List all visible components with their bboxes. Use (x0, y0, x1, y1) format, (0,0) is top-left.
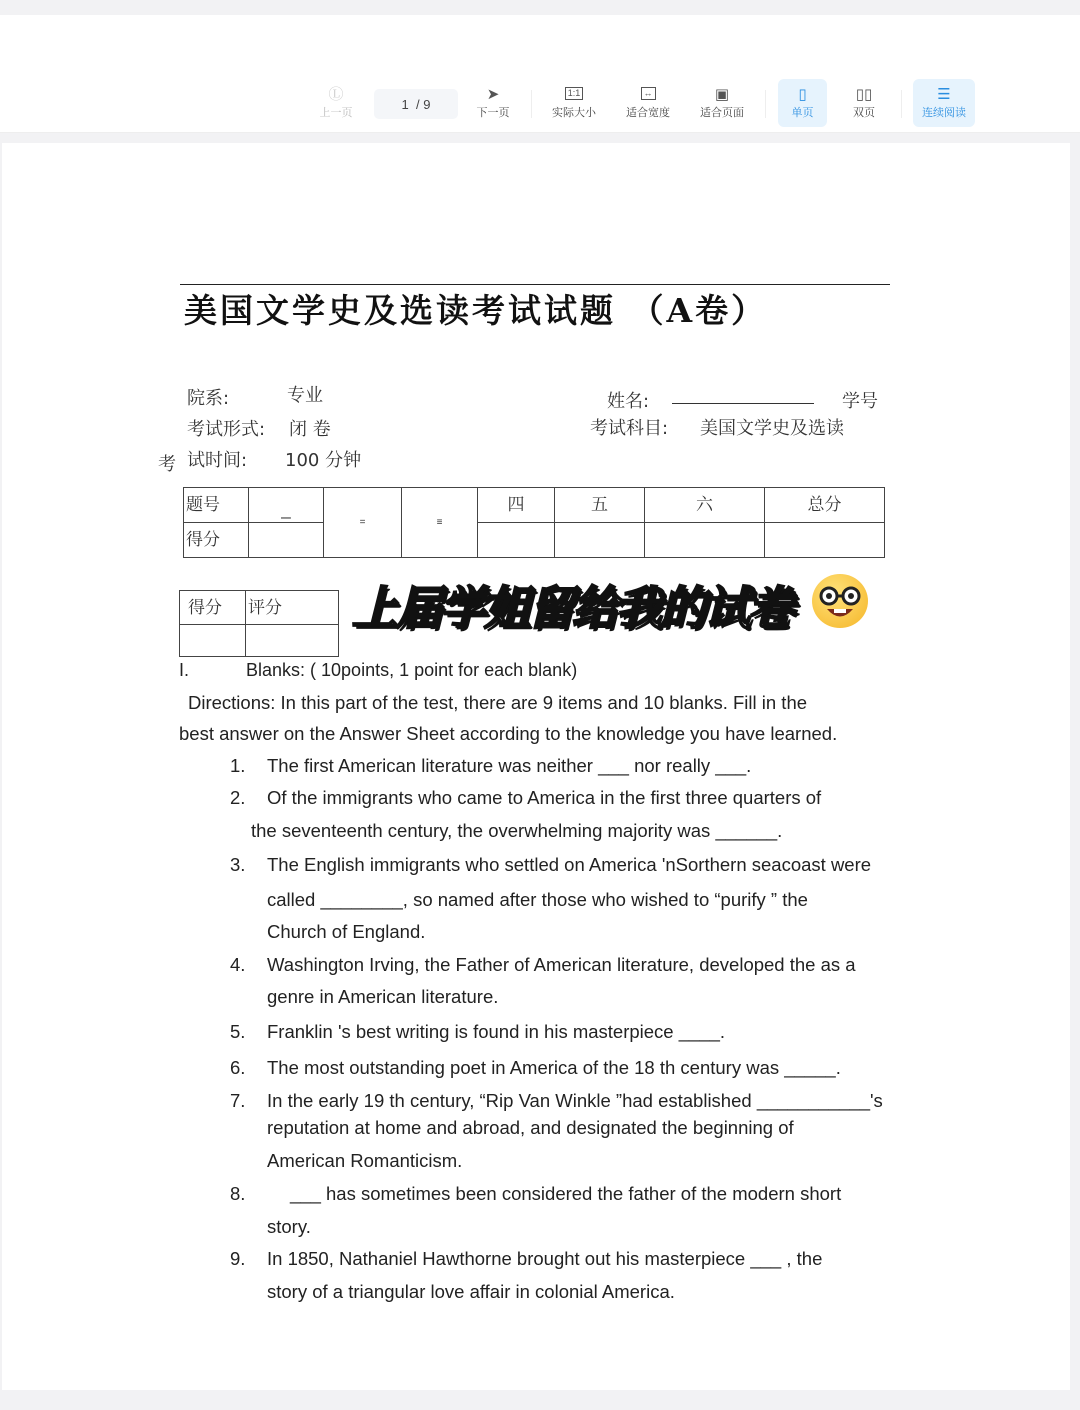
question-text: called ________, so named after those who wished to “purify ” the (267, 889, 808, 910)
question-text: story. (267, 1216, 311, 1237)
question-text: American Romanticism. (267, 1150, 463, 1171)
question-number: 5. (230, 1021, 246, 1042)
chevron-right-circle-icon: ➤ (486, 86, 500, 103)
time-value: 100 分钟 (285, 450, 362, 471)
cell: 五 (555, 488, 645, 523)
double-page-button[interactable]: ▯▯ 双页 (853, 86, 875, 119)
single-page-icon: ▯ (798, 86, 807, 103)
question-text: Franklin 's best writing is found in his masterpiece ____. (267, 1021, 726, 1042)
dept-label: 院系: (187, 388, 230, 409)
directions-line-2: best answer on the Answer Sheet according to the knowledge you have learned. (179, 723, 838, 744)
fit-width-icon: ↔ (641, 87, 656, 100)
section-number: I. (179, 660, 190, 680)
cell: 六 (645, 488, 765, 523)
question-number: 1. (230, 755, 246, 776)
name-label: 姓名: (607, 391, 650, 412)
subject-value: 美国文学史及选读 (700, 418, 844, 439)
next-page-button[interactable]: ➤ 下一页 (476, 86, 510, 119)
question-text: story of a triangular love affair in colonial America. (267, 1281, 675, 1302)
cell: = (324, 488, 402, 558)
cell: ≡ (402, 488, 478, 558)
cell: 题号 (184, 488, 249, 523)
continuous-reading-button[interactable]: ☰ 连续阅读 (913, 79, 975, 127)
cell: 四 (478, 488, 555, 523)
chevron-left-circle-icon: Ⓛ (328, 86, 344, 103)
student-id-label: 学号 (842, 391, 878, 412)
question-number: 7. (230, 1090, 246, 1111)
directions-line-1: Directions: In this part of the test, there are 9 items and 10 blanks. Fill in the (188, 692, 808, 713)
cell (249, 523, 324, 558)
cell: 总分 (765, 488, 885, 523)
score-table (183, 487, 885, 558)
question-number: 8. (230, 1183, 246, 1204)
cell (246, 625, 339, 657)
question-text: ___ has sometimes been considered the father of the modern short (290, 1183, 842, 1204)
question-number: 9. (230, 1248, 246, 1269)
section-score-table (179, 590, 339, 657)
question-number: 6. (230, 1057, 246, 1078)
cell: 得分 (180, 591, 246, 625)
fit-page-icon: ▣ (714, 86, 730, 103)
exam-title: 美国文学史及选读考试试题 （A卷） (180, 284, 890, 332)
question-text: Of the immigrants who came to America in the first three quarters of (267, 787, 822, 808)
question-text: reputation at home and abroad, and designated the beginning of (267, 1117, 794, 1138)
question-text: In the early 19 th century, “Rip Van Winkle ”had established ___________'s (267, 1090, 883, 1111)
cell (180, 625, 246, 657)
question-number: 3. (230, 854, 246, 875)
question-text: In 1850, Nathaniel Hawthorne brought out his masterpiece ___ , the (267, 1248, 823, 1269)
question-number: 4. (230, 954, 246, 975)
nerd-face-emoji-icon (812, 574, 868, 628)
section-title: Blanks: ( 10points, 1 point for each blank) (246, 660, 578, 680)
cell (478, 523, 555, 558)
exam-form-label: 考试形式: (187, 419, 266, 440)
time-prefix: 考 (158, 454, 176, 475)
cell: 评分 (246, 591, 339, 625)
question-text: The English immigrants who settled on America 'nSorthern seacoast were (267, 854, 872, 875)
question-text: The first American literature was neither ___ nor really ___. (267, 755, 752, 776)
actual-size-icon: 1:1 (565, 87, 584, 100)
prev-page-button[interactable]: Ⓛ 上一页 (319, 86, 353, 119)
question-text: Washington Irving, the Father of American literature, developed the as a (267, 954, 856, 975)
top-band (0, 15, 1080, 75)
cell: _ (249, 488, 324, 523)
cell (645, 523, 765, 558)
exam-form-value: 闭 卷 (289, 419, 331, 440)
major-label: 专业 (287, 385, 323, 406)
question-text: the seventeenth century, the overwhelming majority was ______. (251, 820, 783, 841)
fit-width-button[interactable]: ↔ 适合宽度 (626, 87, 670, 119)
continuous-icon: ☰ (937, 86, 951, 103)
double-page-icon: ▯▯ (855, 86, 873, 103)
overlay-caption: 上届学姐留给我的试卷 (352, 582, 792, 634)
cell: 得分 (184, 523, 249, 558)
time-label: 试时间: (187, 450, 248, 471)
question-number: 2. (230, 787, 246, 808)
actual-size-button[interactable]: 1:1 实际大小 (552, 87, 596, 119)
cell (765, 523, 885, 558)
fit-page-button[interactable]: ▣ 适合页面 (700, 86, 744, 119)
single-page-button[interactable]: ▯ 单页 (778, 79, 827, 127)
subject-label: 考试科目: (590, 418, 669, 439)
cell (555, 523, 645, 558)
page-number-input[interactable]: 1 / 9 (374, 89, 458, 119)
question-text: Church of England. (267, 921, 426, 942)
question-text: genre in American literature. (267, 986, 499, 1007)
name-blank (672, 403, 814, 404)
question-text: The most outstanding poet in America of the 18 th century was _____. (267, 1057, 841, 1078)
